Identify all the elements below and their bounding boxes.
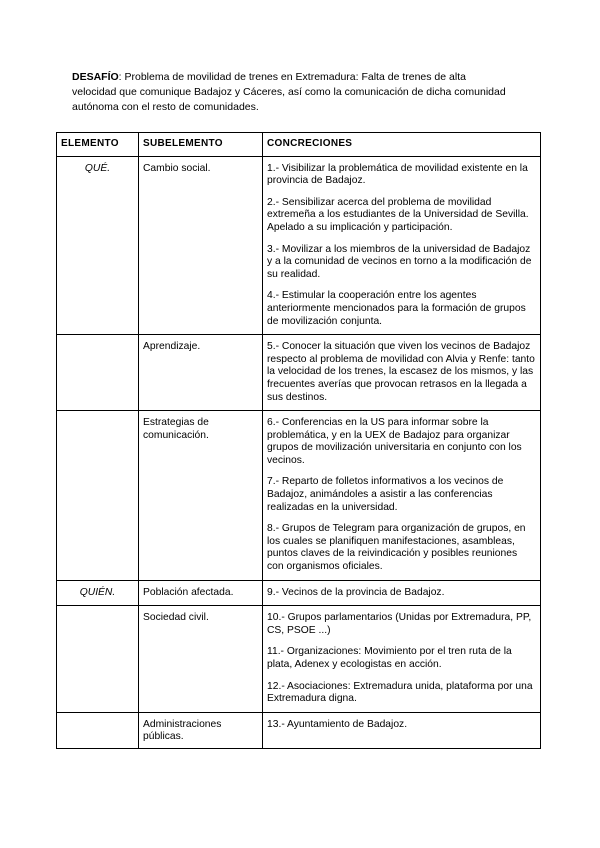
table-row (57, 411, 541, 581)
subelemento-cell: Estrategias de comunicación. (139, 411, 263, 581)
concreciones-cell (263, 580, 541, 606)
challenge-text: : Problema de movilidad de trenes en Extremadura: Falta de trenes de alta velocidad que comunique Badajoz y Cáceres, así como la comunicación de dicha comunidad autónoma con el resto de comunidades. (72, 71, 506, 113)
subelemento-cell: Aprendizaje. (139, 335, 263, 411)
concrecion-item: 8.- Grupos de Telegram para organización de grupos, en los cuales se planifiquen manifestaciones, asambleas, puntos claves de la reivindicación y posibles reuniones con organismos oficiales. (267, 523, 526, 573)
challenge-intro (72, 70, 512, 115)
concrecion-item: 3.- Movilizar a los miembros de la universidad de Badajoz y a la comunidad de vecinos en torno a la modificación de su realidad. (267, 243, 532, 280)
elemento-cell: QUIÉN. (57, 580, 139, 606)
table-row (57, 580, 541, 606)
concrecion-item: 6.- Conferencias en la US para informar sobre la problemática, y en la UEX de Badajoz para organizar grupos de movilización universitaria en conjunto con los vecinos. (267, 417, 522, 466)
elemento-cell (57, 712, 139, 748)
elemento-cell (57, 411, 139, 581)
concreciones-cell (263, 712, 541, 748)
framework-table (56, 132, 541, 749)
concrecion-item: 11.- Organizaciones: Movimiento por el tren ruta de la plata, Adenex y ecologistas en acción. (267, 646, 512, 670)
elemento-cell (57, 335, 139, 411)
concrecion-item: 4.- Estimular la cooperación entre los agentes anteriormente mencionados para la formación de grupos de movilización conjunta. (267, 290, 526, 327)
table-row (57, 335, 541, 411)
concrecion-item: 13.- Ayuntamiento de Badajoz. (267, 718, 408, 730)
subelemento-cell: Administraciones públicas. (139, 712, 263, 748)
subelemento-cell: Población afectada. (139, 580, 263, 606)
concrecion-item: 1.- Visibilizar la problemática de movilidad existente en la provincia de Badajoz. (267, 162, 528, 187)
header-subelemento: SUBELEMENTO (139, 133, 263, 157)
table-row (57, 156, 541, 335)
concrecion-item: 12.- Asociaciones: Extremadura unida, plataforma por una Extremadura digna. (267, 680, 533, 705)
concreciones-cell (263, 335, 541, 411)
header-elemento: ELEMENTO (57, 133, 139, 157)
elemento-cell: QUÉ. (57, 156, 139, 335)
concrecion-item: 9.- Vecinos de la provincia de Badajoz. (267, 586, 445, 598)
header-concreciones: CONCRECIONES (263, 133, 541, 157)
table-row (57, 606, 541, 713)
concrecion-item: 5.- Conocer la situación que viven los vecinos de Badajoz respecto al problema de movilidad con Alvia y Renfe: tanto la velocidad de los trenes, la escasez de los mismos, y las frecuentes averías que provocan retrasos en la llegada a sus destinos. (267, 341, 535, 403)
concreciones-cell (263, 156, 541, 335)
subelemento-cell: Cambio social. (139, 156, 263, 335)
concrecion-item: 7.- Reparto de folletos informativos a los vecinos de Badajoz, animándoles a asistir a las conferencias realizadas en la universidad. (267, 476, 504, 513)
concreciones-cell (263, 411, 541, 581)
subelemento-cell: Sociedad civil. (139, 606, 263, 713)
table-header-row (57, 133, 541, 157)
table-row (57, 712, 541, 748)
concrecion-item: 2.- Sensibilizar acerca del problema de movilidad extremeña a los estudiantes de la Universidad de Sevilla. Apelado a su implicación y participación. (267, 196, 529, 233)
challenge-label: DESAFÍO (72, 71, 119, 83)
concrecion-item: 10.- Grupos parlamentarios (Unidas por Extremadura, PP, CS, PSOE ...) (267, 612, 532, 636)
elemento-cell (57, 606, 139, 713)
concreciones-cell (263, 606, 541, 713)
